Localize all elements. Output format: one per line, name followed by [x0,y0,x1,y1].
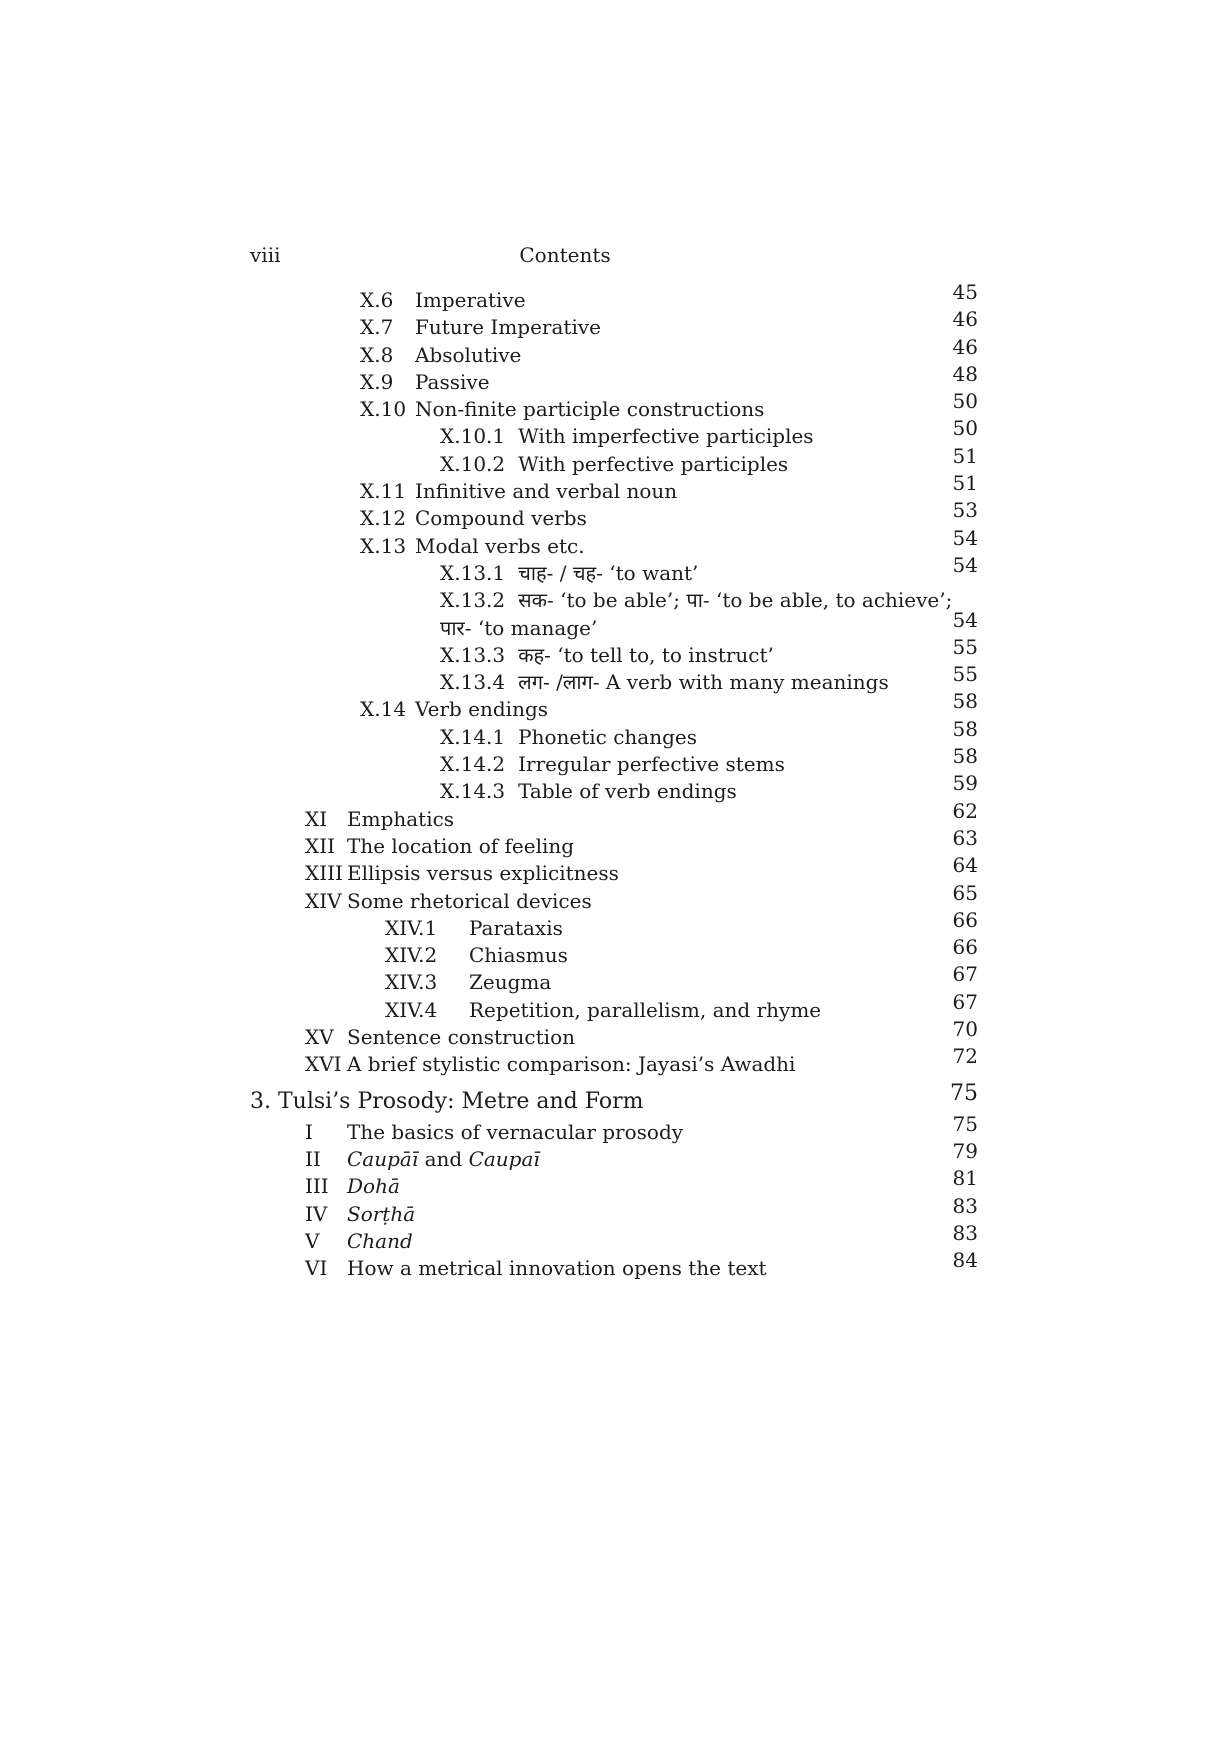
entry-number: X.9 [360,369,394,394]
entry-number: XIV.4 [385,997,438,1022]
entry-title: Compound verbs [415,506,587,531]
toc-entry-row [250,1138,978,1173]
entry-number: X.14.2 [440,752,506,777]
entry-page-number: 59 [952,771,978,796]
toc-entry-row [250,825,978,860]
entry-title: The basics of vernacular prosody [347,1119,684,1144]
entry-title: Absolutive [415,342,522,367]
entry-title: Ellipsis versus explicitness [347,861,619,886]
toc-entry-row [250,1044,978,1078]
entry-page-number: 55 [952,662,978,687]
entry-number: XIV.1 [385,915,438,940]
entry-number: III [305,1174,329,1199]
toc-entry-row [250,880,978,915]
entry-number: VI [305,1256,328,1281]
toc-entry-row [250,334,978,369]
entry-page-number: 84 [952,1248,978,1273]
entry-number: IV [305,1201,328,1226]
entry-page-number: 70 [952,1017,978,1042]
entry-number: II [305,1146,321,1171]
entry-title: Zeugma [469,970,552,995]
entry-number: XIV.2 [385,943,438,968]
toc-entry-row [250,1193,978,1228]
toc-entry-row [250,634,978,669]
entry-number: XIV [305,888,342,913]
entry-number: X.8 [360,342,394,367]
toc-entry-row [250,280,978,314]
entry-title: Passive [415,369,490,394]
entry-number: X.10 [360,397,407,422]
entry-number: X.12 [360,506,407,531]
entry-number: X.13.4 [440,670,506,695]
entry-title: Some rhetorical devices [347,888,592,913]
toc-entry-row [250,935,978,969]
toc-entry-row [250,989,978,1024]
entry-page-number: 64 [952,853,978,878]
toc-entry-row [250,1111,978,1146]
entry-title: Dohā [347,1174,400,1199]
entry-title: With perfective participles [518,451,789,476]
toc-entry-row [250,416,978,450]
entry-page-number: 46 [952,307,978,332]
entry-page-number: 72 [952,1044,978,1069]
entry-page-number: 67 [952,962,978,987]
entry-number: X.13 [360,533,407,558]
entry-page-number: 65 [952,880,978,905]
toc-entry-row [250,771,978,805]
toc-entry-row [250,607,978,642]
entry-number: X.10.1 [440,424,506,449]
entry-title: सक- ‘to be able’; पा- ‘to be able, to achieve’; [518,588,953,613]
entry-title: कह- ‘to tell to, to instruct’ [518,642,774,667]
entry-title: Irregular perfective stems [518,752,785,777]
entry-title: Modal verbs etc. [415,533,585,558]
entry-title: With imperfective participles [518,424,814,449]
contents-text-block [250,242,978,1282]
entry-number: XII [305,833,336,858]
entry-number: X.14 [360,697,407,722]
toc-entry-row [250,716,978,751]
toc-entry-row [250,1017,978,1051]
entry-number: XI [305,806,328,831]
toc-entry-row [250,552,978,587]
entry-page-number: 81 [952,1166,978,1191]
entry-number: XIV.3 [385,970,438,995]
entry-page-number: 45 [952,280,978,304]
entry-page-number: 83 [952,1193,978,1218]
entry-title: Caupāī and Caupaī [347,1146,540,1171]
toc-entry-row [250,662,978,696]
running-header [250,242,978,270]
entry-page-number: 58 [952,744,978,769]
entry-page-number: 54 [952,552,978,577]
toc-entry-row [250,1166,978,1200]
entry-page-number: 50 [952,389,978,414]
entry-page-number: 50 [952,416,978,441]
entry-page-number: 58 [952,716,978,741]
entry-title: 3. Tulsi’s Prosody: Metre and Form [250,1088,644,1114]
toc-entry-row [250,307,978,341]
toc-entry-row [250,471,978,505]
entry-title: Sentence construction [347,1025,575,1050]
entry-title: Phonetic changes [518,724,698,749]
entry-page-number: 66 [952,907,978,932]
entry-title: Imperative [415,288,526,312]
entry-page-number: 46 [952,334,978,359]
entry-title: Verb endings [415,697,549,722]
toc-entry-row [250,907,978,942]
entry-page-number: 75 [952,1111,978,1136]
toc-entry-row [250,587,978,614]
toc-entries [250,280,978,1282]
toc-entry-row [250,853,978,887]
entry-page-number: 79 [952,1138,978,1163]
entry-page-number: 62 [952,798,978,823]
entry-title: Parataxis [469,915,563,940]
toc-entry-row [250,798,978,833]
entry-title: A brief stylistic comparison: Jayasi’s Awadhi [347,1052,796,1077]
entry-page-number: 66 [952,935,978,960]
entry-page-number: 54 [952,525,978,550]
entry-number: X.10.2 [440,451,506,476]
entry-page-number: 51 [952,443,978,468]
entry-page-number: 55 [952,634,978,659]
toc-chapter-row [250,1080,978,1117]
folio-number: viii [250,243,281,267]
toc-entry-row [250,1248,978,1282]
entry-title: Future Imperative [415,315,601,340]
toc-entry-row [250,443,978,478]
entry-page-number: 75 [950,1080,978,1106]
entry-number: X.13.3 [440,642,506,667]
entry-page-number: 53 [952,498,978,523]
entry-page-number: 54 [952,607,978,632]
entry-title: Chiasmus [469,943,568,968]
entry-title: Chand [347,1228,413,1253]
toc-entry-row [250,498,978,532]
entry-title: The location of feeling [347,833,575,858]
entry-number: X.13.2 [440,588,506,613]
entry-title: चाह- / चह- ‘to want’ [518,560,699,585]
entry-page-number: 83 [952,1220,978,1245]
entry-number: X.7 [360,315,394,340]
entry-page-number: 67 [952,989,978,1014]
entry-page-number: 51 [952,471,978,496]
entry-number: X.14.3 [440,779,506,804]
entry-number: X.11 [360,479,407,504]
entry-number: V [305,1228,320,1253]
entry-title: Repetition, parallelism, and rhyme [469,997,822,1022]
toc-entry-row [250,525,978,560]
entry-title: Non-finite participle constructions [415,397,765,422]
toc-entry-row [250,962,978,996]
entry-title: Sorṭhā [347,1201,416,1226]
entry-number: XV [305,1025,334,1050]
entry-title: Table of verb endings [518,779,737,804]
entry-number: XIII [305,861,343,886]
page-title: Contents [519,243,611,267]
entry-number: X.14.1 [440,724,506,749]
entry-page-number: 63 [952,825,978,850]
toc-entry-row [250,361,978,396]
entry-title: पार- ‘to manage’ [440,615,598,640]
entry-number: X.13.1 [440,560,506,585]
entry-page-number: 58 [952,689,978,714]
entry-number: XVI [305,1052,342,1077]
entry-number: I [305,1119,313,1144]
entry-title: Infinitive and verbal noun [415,479,678,504]
entry-number: X.6 [360,288,394,312]
toc-entry-row [250,689,978,723]
entry-title: Emphatics [347,806,455,831]
entry-title: How a metrical innovation opens the text [347,1256,767,1281]
entry-page-number: 48 [952,361,978,386]
toc-entry-row [250,1220,978,1255]
entry-title: लग- /लाग- A verb with many meanings [518,670,889,695]
toc-entry-row [250,389,978,423]
toc-entry-row [250,744,978,778]
